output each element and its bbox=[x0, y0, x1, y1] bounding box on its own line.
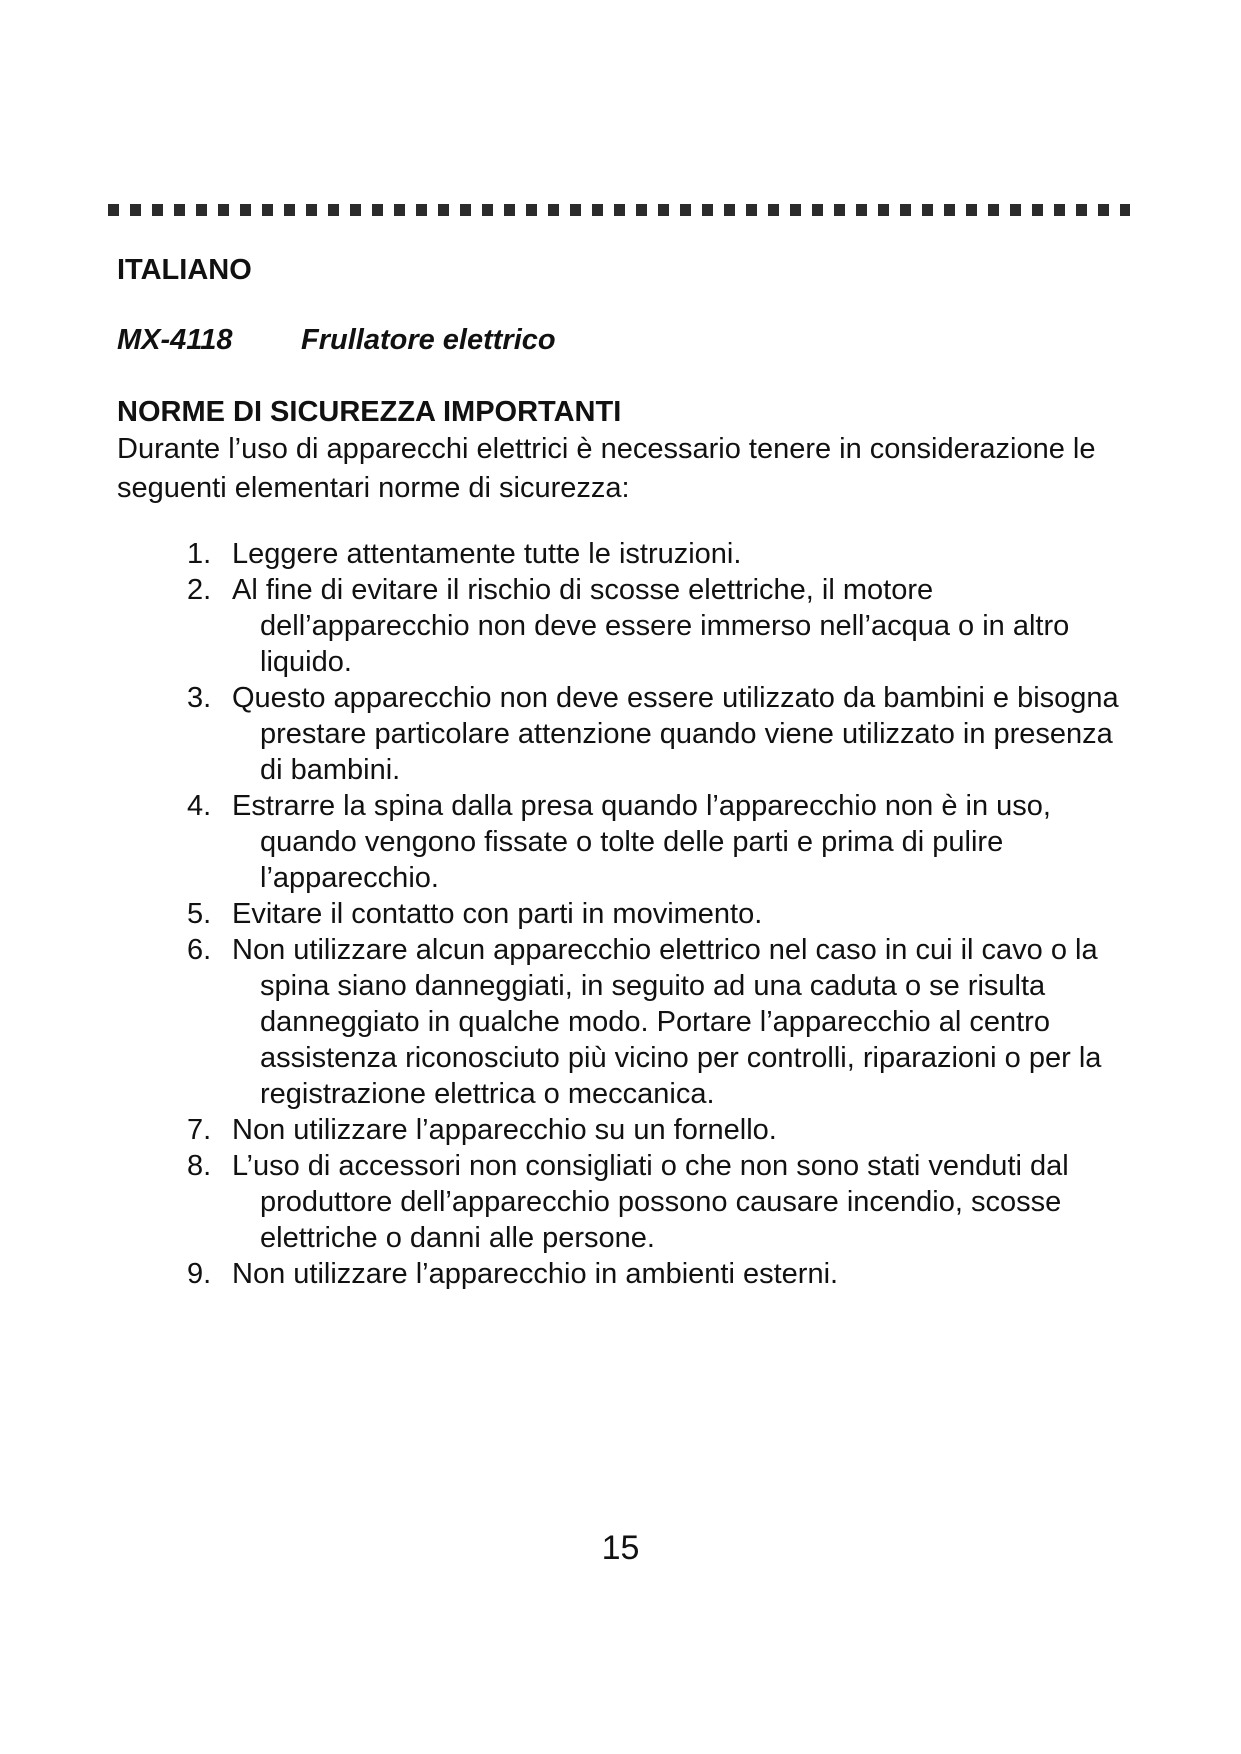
item-number: 9. bbox=[187, 1258, 212, 1290]
item-text: Questo apparecchio non deve essere utilizzato da bambini e bisogna prestare particolare attenzione quando viene utilizzato in presenza di bambini. bbox=[232, 682, 1119, 786]
safety-list-item bbox=[117, 1112, 1120, 1148]
product-line bbox=[117, 322, 1137, 358]
item-text: Estrarre la spina dalla presa quando l’apparecchio non è in uso, quando vengono fissate o tolte delle parti e prima di pulire l’apparecchio. bbox=[232, 790, 1051, 894]
item-number: 4. bbox=[187, 790, 212, 822]
model-number: MX-4118 bbox=[117, 324, 233, 356]
safety-list bbox=[117, 536, 1137, 1292]
safety-list-item bbox=[117, 536, 1120, 572]
safety-intro: Durante l’uso di apparecchi elettrici è necessario tenere in considerazione le seguenti elementari norme di sicurezza: bbox=[117, 433, 1096, 504]
item-number: 5. bbox=[187, 898, 212, 930]
item-number: 3. bbox=[187, 682, 212, 714]
item-text: Non utilizzare alcun apparecchio elettrico nel caso in cui il cavo o la spina siano danneggiati, in seguito ad una caduta o se risulta danneggiato in qualche modo. Portare l’apparecchio al centro assistenza riconosciuto più vicino per controlli, riparazioni o per la registrazione elettrica o meccanica. bbox=[232, 934, 1102, 1110]
item-text: Non utilizzare l’apparecchio in ambienti esterni. bbox=[232, 1258, 839, 1290]
item-number: 6. bbox=[187, 934, 212, 966]
item-number: 8. bbox=[187, 1150, 212, 1182]
item-text: Non utilizzare l’apparecchio su un fornello. bbox=[232, 1114, 777, 1146]
item-number: 2. bbox=[187, 574, 212, 606]
item-number: 7. bbox=[187, 1114, 212, 1146]
language-heading: ITALIANO bbox=[117, 254, 252, 286]
manual-page-content bbox=[117, 252, 1137, 1292]
product-name: Frullatore elettrico bbox=[301, 324, 556, 356]
item-number: 1. bbox=[187, 538, 212, 570]
safety-title: NORME DI SICUREZZA IMPORTANTI bbox=[117, 396, 622, 428]
item-text: L’uso di accessori non consigliati o che non sono stati venduti dal produttore dell’apparecchio possono causare incendio, scosse elettriche o danni alle persone. bbox=[232, 1150, 1069, 1254]
safety-list-item bbox=[117, 788, 1120, 896]
item-text: Leggere attentamente tutte le istruzioni. bbox=[232, 538, 742, 570]
safety-list-item bbox=[117, 1256, 1120, 1292]
item-text: Evitare il contatto con parti in movimento. bbox=[232, 898, 763, 930]
page-number: 15 bbox=[601, 1529, 640, 1567]
dotted-divider bbox=[108, 204, 1130, 216]
safety-list-item bbox=[117, 572, 1120, 680]
safety-list-item bbox=[117, 932, 1120, 1112]
item-text: Al fine di evitare il rischio di scosse elettriche, il motore dell’apparecchio non deve essere immerso nell’acqua o in altro liquido. bbox=[232, 574, 1070, 678]
safety-list-item bbox=[117, 1148, 1120, 1256]
safety-list-item bbox=[117, 896, 1120, 932]
safety-list-item bbox=[117, 680, 1120, 788]
